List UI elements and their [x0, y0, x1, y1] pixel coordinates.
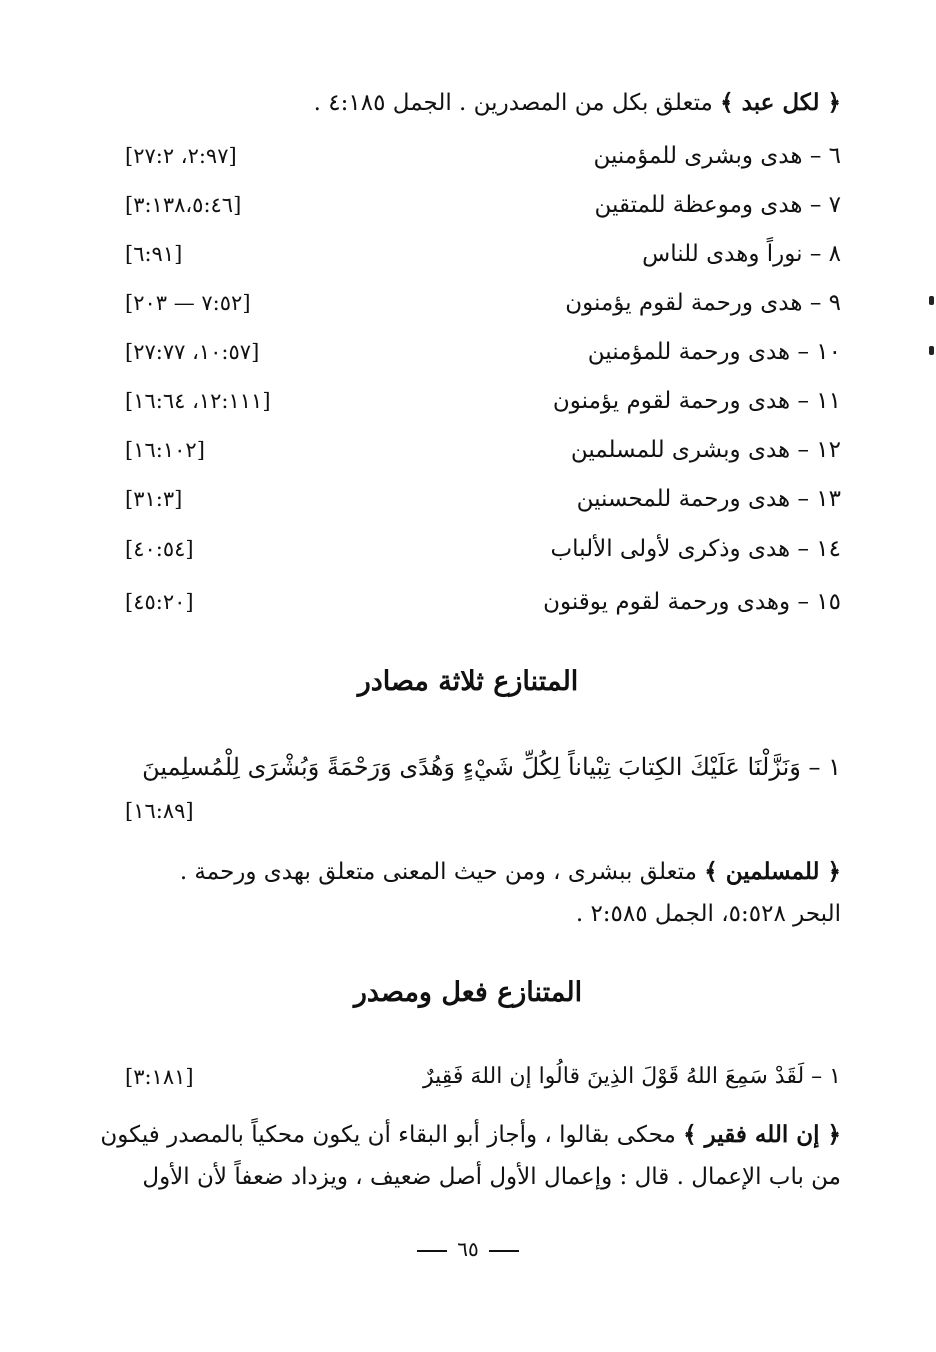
list-item: [125, 286, 841, 320]
list-item: [125, 433, 841, 467]
list-item: [125, 384, 841, 418]
note-text: متعلق ببشرى ، ومن حيث المعنى متعلق بهدى ورحمة .: [179, 859, 697, 885]
list-item-text: ١٥ – وهدى ورحمة لقوم يوقنون: [543, 589, 841, 615]
list-item-ref: [٤٠:٥٤]: [125, 537, 194, 561]
list-item-text: ٩ – هدى ورحمة لقوم يؤمنون: [565, 290, 841, 316]
top-note-term: ﴿ لكل عبد ﴾: [720, 89, 841, 116]
note-term: ﴿ إن الله فقير ﴾: [683, 1121, 841, 1148]
list-item-ref: [١٢:١١١، ١٦:٦٤]: [125, 389, 271, 413]
list-item: [125, 532, 841, 566]
margin-mark: [929, 296, 934, 305]
list-item: [125, 188, 841, 222]
top-note: [314, 88, 841, 118]
top-note-text: متعلق بكل من المصدرين . الجمل ٤:١٨٥ .: [313, 90, 713, 116]
list-item-text: ٧ – هدى وموعظة للمتقين: [594, 192, 841, 218]
note-line: من باب الإعمال . قال : وإعمال الأول أصل ضعيف ، ويزداد ضعفاً لأن الأول: [142, 1164, 841, 1190]
verse-ref: [١٦:٨٩]: [125, 799, 194, 823]
dash-left: [417, 1250, 447, 1252]
list-item: [125, 585, 841, 619]
margin-mark: [929, 346, 934, 355]
page-number-footer: [0, 1236, 936, 1262]
list-item-ref: [١٠:٥٧، ٢٧:٧٧]: [125, 340, 260, 364]
list-item-text: ١٣ – هدى ورحمة للمحسنين: [576, 486, 841, 512]
list-item: [125, 335, 841, 369]
list-item-text: ٦ – هدى وبشرى للمؤمنين: [593, 143, 841, 169]
list-item-ref: [٧:٥٢ — ٢٠٣]: [125, 291, 251, 315]
section-heading: المتنازع ثلاثة مصادر: [357, 666, 579, 697]
verse-line: ١ – وَنَزَّلْنَا عَلَيْكَ الكِتابَ تِبْياناً لِكُلِّ شَيْءٍ وَهُدًى وَرَحْمَةً وَبُشْرَى لِلْمُسلِمينَ: [142, 753, 841, 781]
section-heading: المتنازع فعل ومصدر: [353, 977, 583, 1008]
verse-ref: [٣:١٨١]: [125, 1065, 194, 1089]
note-term: ﴿ للمسلمين ﴾: [704, 858, 841, 885]
list-item-ref: [٤٥:٢٠]: [125, 590, 194, 614]
list-item-text: ١٢ – هدى وبشرى للمسلمين: [570, 437, 841, 463]
list-item-ref: [١٦:١٠٢]: [125, 438, 205, 462]
verse-row: [125, 1060, 841, 1094]
page-number: ٦٥: [457, 1237, 479, 1261]
note-text: محكى بقالوا ، وأجاز أبو البقاء أن يكون محكياً بالمصدر فيكون: [100, 1122, 676, 1148]
note-line: [100, 1120, 841, 1150]
list-item-ref: [٢:٩٧، ٢٧:٢]: [125, 144, 237, 168]
list-item-text: ٨ – نوراً وهدى للناس: [642, 241, 841, 267]
note-line: البحر ٥:٥٢٨، الجمل ٢:٥٨٥ .: [575, 901, 841, 927]
list-item-text: ١٠ – هدى ورحمة للمؤمنين: [587, 339, 841, 365]
dash-right: [489, 1250, 519, 1252]
list-item: [125, 237, 841, 271]
verse-line: ١ – لَقَدْ سَمِعَ اللهُ قَوْلَ الذِينَ قالُوا إن اللهَ فَقِيرٌ: [423, 1064, 841, 1089]
list-item: [125, 482, 841, 516]
list-item: [125, 139, 841, 173]
list-item-text: ١٤ – هدى وذكرى لأولى الألباب: [550, 536, 841, 562]
list-item-text: ١١ – هدى ورحمة لقوم يؤمنون: [552, 388, 841, 414]
list-item-ref: [٣:١٣٨،٥:٤٦]: [125, 193, 242, 217]
list-item-ref: [٦:٩١]: [125, 242, 183, 266]
list-item-ref: [٣١:٣]: [125, 487, 183, 511]
note-line: [180, 857, 841, 887]
